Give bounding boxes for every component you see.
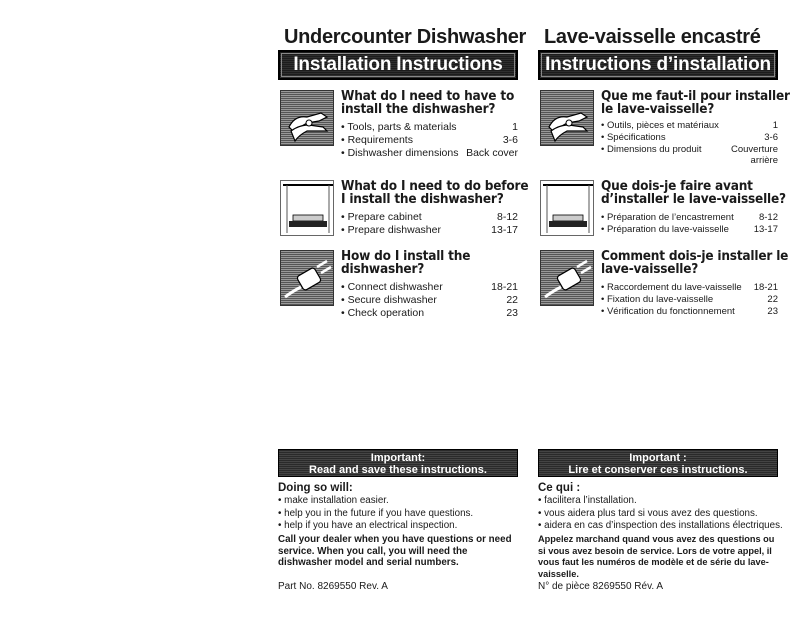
section-title: How do I install the dishwasher?: [341, 248, 471, 277]
list-item: • help if you have an electrical inspection.: [278, 520, 518, 533]
list-item: • Préparation de l’encastrement 8-12: [601, 212, 778, 224]
list-item: • Vérification du fonctionnement 23: [601, 306, 778, 318]
list-item: • make installation easier.: [278, 495, 518, 508]
section-title: Que dois-je faire avant d’installer le lave-vaisselle?: [601, 178, 786, 207]
list-item: • Spécifications 3-6: [601, 132, 778, 144]
list-item: • Raccordement du lave-vaisselle 18-21: [601, 282, 778, 294]
section-install: [278, 250, 518, 330]
cabinet-icon: [540, 180, 594, 236]
list-item: • Fixation du lave-vaisselle 22: [601, 294, 778, 306]
section-item-list: [341, 121, 518, 160]
section-install: [538, 248, 789, 330]
title-banner: Installation Instructions: [278, 50, 518, 80]
benefit-list: [538, 495, 783, 533]
list-item: • Requirements 3-6: [341, 134, 518, 147]
doing-title: Doing so will:: [278, 482, 353, 494]
benefit-list: [278, 495, 518, 533]
list-item: • Secure dishwasher 22: [341, 294, 518, 307]
doing-title: Ce qui :: [538, 482, 581, 494]
title-banner: Instructions d’installation: [538, 50, 778, 80]
cabinet-icon: [280, 180, 334, 236]
section-item-list: [601, 212, 778, 236]
plug-icon: [280, 250, 334, 306]
pliers-icon: [280, 90, 334, 146]
section-title: What do I need to have to install the dishwasher?: [341, 88, 515, 117]
list-item: • Connect dishwasher 18-21: [341, 281, 518, 294]
section-item-list: [341, 281, 518, 320]
list-item: • Outils, pièces et matériaux 1: [601, 120, 778, 132]
pliers-icon: [540, 90, 594, 146]
list-item: • Préparation du lave-vaisselle 13-17: [601, 224, 778, 236]
document-title: Undercounter Dishwasher: [284, 26, 527, 48]
section-item-list: [341, 211, 518, 237]
list-item: • Prepare dishwasher 13-17: [341, 224, 518, 237]
section-title: Que me faut-il pour installer le lave-vaisselle?: [601, 88, 790, 117]
document-title: Lave-vaisselle encastré: [544, 26, 761, 48]
section-title: What do I need to do before I install the dishwasher?: [341, 178, 529, 207]
list-item: • Check operation 23: [341, 307, 518, 320]
call-dealer-text: Appelez marchand quand vous avez des questions ou si vous avez besoin de service. Lors de votre appel, il vous faut les numéros de modèle et de série du lave-vaisselle.: [538, 534, 775, 579]
part-number: Part No. 8269550 Rev. A: [278, 581, 388, 592]
list-item: • aidera en cas d’inspection des installations électriques.: [538, 520, 778, 533]
list-item: • Dishwasher dimensions Back cover: [341, 147, 518, 160]
important-box: Important : Lire et conserver ces instructions.: [538, 449, 778, 477]
list-item: • Dimensions du produit Couverture arrière: [601, 144, 778, 166]
section-item-list: [601, 282, 778, 318]
section-have: [538, 88, 790, 170]
list-item: • facilitera l’installation.: [538, 495, 778, 508]
part-number: N° de pièce 8269550 Rév. A: [538, 581, 664, 592]
section-item-list: [601, 120, 778, 166]
call-dealer-text: Call your dealer when you have questions or need service. When you call, you will need the dishwasher model and serial numbers.: [278, 534, 512, 568]
list-item: • vous aidera plus tard si vous avez des questions.: [538, 508, 778, 521]
plug-icon: [540, 250, 594, 306]
list-item: • Prepare cabinet 8-12: [341, 211, 518, 224]
list-item: • Tools, parts & materials 1: [341, 121, 518, 134]
section-title: Comment dois-je installer le lave-vaisselle?: [601, 248, 789, 277]
section-have: [278, 90, 518, 170]
important-box: Important: Read and save these instructions.: [278, 449, 518, 477]
list-item: • help you in the future if you have questions.: [278, 508, 518, 521]
